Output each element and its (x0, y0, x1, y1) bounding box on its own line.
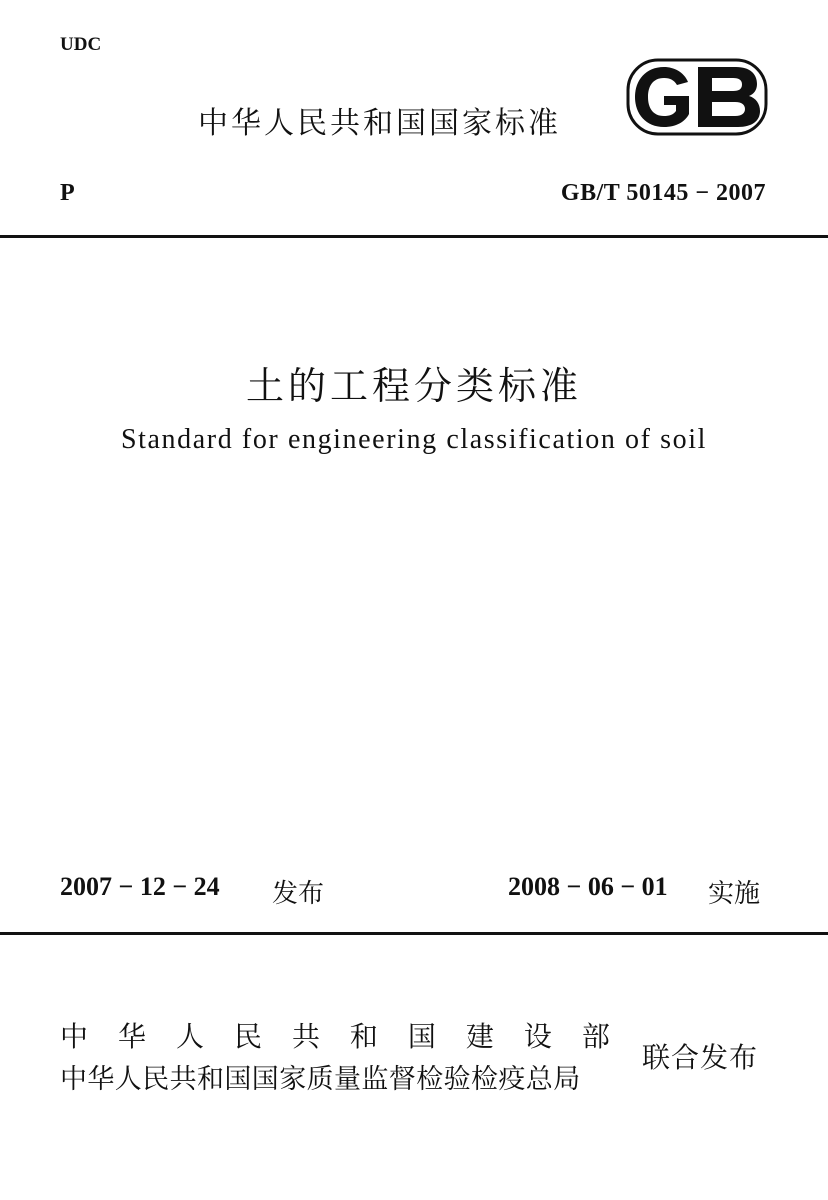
category-code: P (60, 180, 75, 206)
standard-type-heading: 中华人民共和国国家标准 (198, 106, 561, 141)
standard-number: GB/T 50145 − 2007 (560, 180, 766, 206)
top-divider (0, 235, 828, 238)
document-title-chinese: 土的工程分类标准 (245, 364, 582, 408)
publisher-char: 和 (349, 1020, 378, 1053)
implementation-label: 实施 (708, 879, 761, 909)
udc-label: UDC (60, 34, 102, 55)
publisher-char: 部 (581, 1020, 610, 1053)
publisher-char: 国 (407, 1020, 436, 1053)
publisher-char: 人 (175, 1020, 204, 1053)
publisher-aqsiq: 中华人民共和国国家质量监督检验检疫总局 (60, 1064, 581, 1095)
document-title-english: Standard for engineering classification of soil (120, 424, 708, 455)
gb-logo (626, 58, 768, 136)
publisher-char: 建 (465, 1020, 494, 1053)
joint-issue-label: 联合发布 (642, 1041, 759, 1074)
publisher-char: 共 (291, 1020, 320, 1053)
issue-date: 2007 − 12 − 24 (60, 872, 220, 901)
publisher-char: 华 (117, 1020, 146, 1053)
publisher-char: 中 (60, 1020, 89, 1053)
implementation-date: 2008 − 06 − 01 (508, 872, 668, 901)
publisher-char: 民 (233, 1020, 262, 1053)
bottom-divider (0, 932, 828, 935)
publisher-ministry (60, 1015, 610, 1055)
issue-label: 发布 (272, 879, 325, 909)
publisher-char: 设 (523, 1020, 552, 1053)
